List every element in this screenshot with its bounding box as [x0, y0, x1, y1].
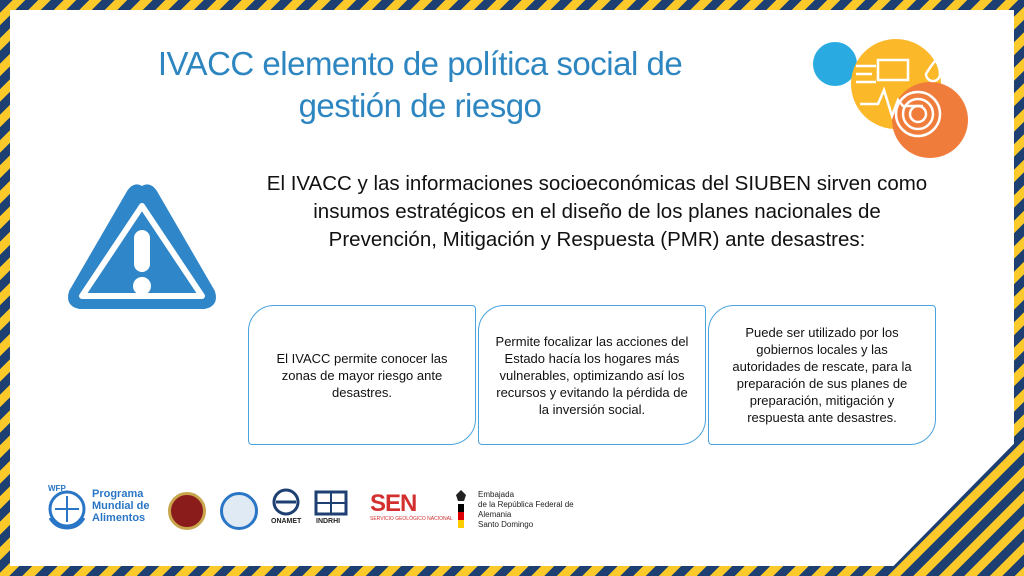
- info-boxes: [248, 305, 940, 447]
- coe-seal-icon: [220, 492, 258, 530]
- wfp-line-3: Alimentos: [92, 512, 146, 524]
- risk-decoration-icon: [808, 36, 978, 166]
- german-flag-eagle-icon: [452, 488, 470, 528]
- slide-title: [120, 43, 720, 127]
- lead-paragraph: El IVACC y las informaciones socioeconómicas del SIUBEN sirven como insumos estratégicos en el diseño de los planes nacionales de Prevención, Mitigación y Respuesta (PMR) ante desastres:: [266, 172, 928, 251]
- wfp-emblem-icon: [46, 488, 88, 530]
- partner-logos: [40, 484, 600, 534]
- onamet-logo-icon: [272, 488, 300, 516]
- wfp-tag: WFP: [48, 484, 66, 493]
- sen-logo-text: SEN: [370, 490, 417, 517]
- embassy-line-2: de la República Federal de Alemania: [478, 500, 574, 519]
- sen-subtitle: SERVICIO GEOLÓGICO NACIONAL: [370, 516, 453, 522]
- embassy-line-3: Santo Domingo: [478, 520, 534, 529]
- indrhi-logo-icon: [314, 490, 348, 516]
- wfp-name: [92, 488, 149, 524]
- wfp-line-1: Programa: [92, 488, 144, 500]
- info-box-3: Puede ser utilizado por los gobiernos locales y las autoridades de rescate, para la preparación de sus planes de preparación, mitigación y respuesta ante desastres.: [708, 305, 936, 445]
- warning-triangle-icon: [66, 180, 218, 318]
- civil-defense-seal-icon: [168, 492, 206, 530]
- indrhi-label: INDRHI: [316, 518, 341, 525]
- info-box-1: El IVACC permite conocer las zonas de mayor riesgo ante desastres.: [248, 305, 476, 445]
- title-line-2: gestión de riesgo: [298, 87, 542, 124]
- onamet-label: ONAMET: [271, 518, 302, 525]
- info-box-2: Permite focalizar las acciones del Estado hacía los hogares más vulnerables, optimizando así los recursos y evitando la pérdida de la inversión social.: [478, 305, 706, 445]
- embassy-line-1: Embajada: [478, 490, 515, 499]
- title-line-1: IVACC elemento de política social de: [157, 45, 683, 82]
- wfp-line-2: Mundial de: [92, 500, 150, 512]
- embassy-label: [478, 490, 600, 530]
